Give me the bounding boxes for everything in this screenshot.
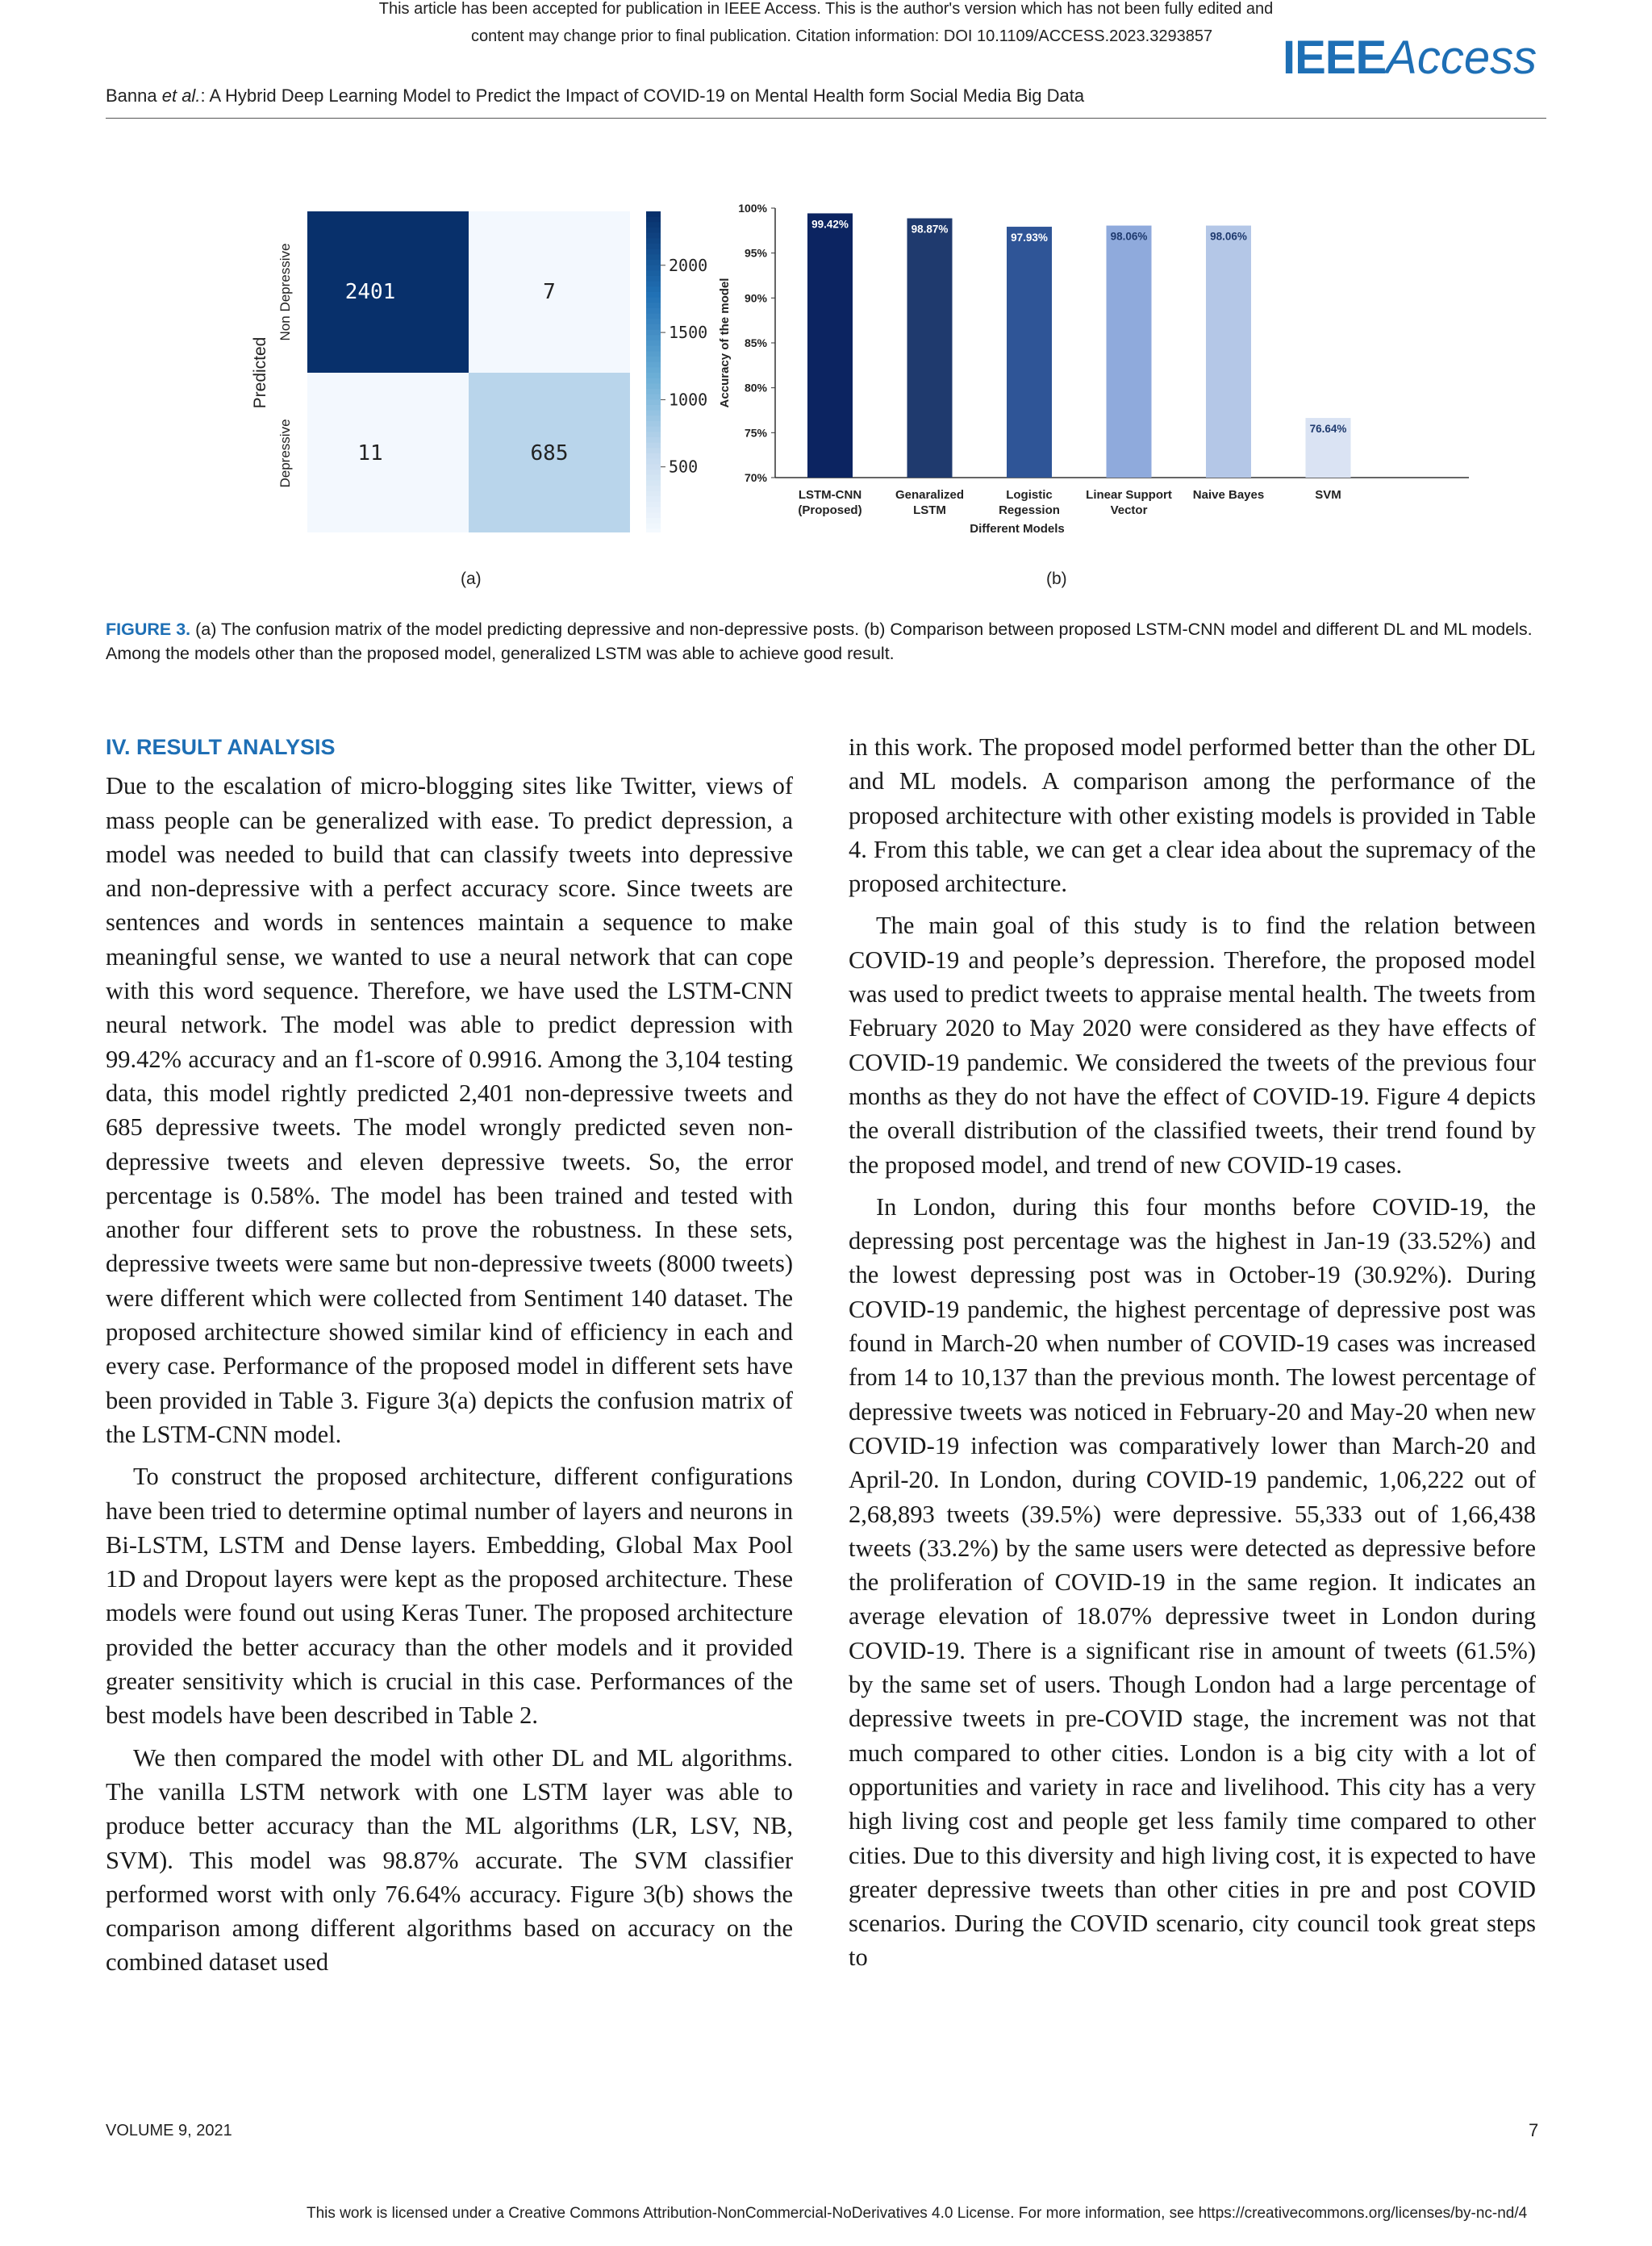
colorbar-segment <box>646 491 661 498</box>
x-axis-title: Different Models <box>970 522 1065 536</box>
matrix-cell <box>307 373 469 532</box>
footer-volume: VOLUME 9, 2021 <box>106 2122 232 2140</box>
matrix-cell-value: 2401 <box>344 280 396 304</box>
matrix-cell-value: 7 <box>543 280 556 304</box>
colorbar-segment <box>646 265 661 272</box>
logo-ieee-text: IEEE <box>1283 31 1387 84</box>
colorbar-segment <box>646 282 661 288</box>
ieee-access-logo <box>1283 31 1621 87</box>
bar <box>807 213 853 478</box>
colorbar-segment <box>646 211 661 218</box>
colorbar-segment <box>646 437 661 444</box>
colorbar-segment <box>646 448 661 454</box>
y-tick-label: 95% <box>744 246 767 260</box>
paragraph: To construct the proposed architecture, different configurations have been tried to determine optimal number of layers and neurons in Bi-LSTM, LSTM and Dense layers. Embedding, Global Max Pool 1D and Dropout layers were kept as the proposed architecture. These models were found out using Keras Tuner. The proposed architecture provided the better accuracy than the other models and it provided greater sensitivity which is crucial in this case. Performances of the best models have been described in Table 2. <box>106 1463 793 1730</box>
colorbar-segment <box>646 411 661 417</box>
y-category-label: Depressive <box>277 419 293 488</box>
bar <box>1007 227 1052 478</box>
page-number: 7 <box>1529 2120 1539 2140</box>
x-tick-label: Naive Bayes <box>1192 488 1265 502</box>
figure-caption-label: FIGURE 3. <box>106 620 191 639</box>
colorbar-segment <box>646 228 661 234</box>
colorbar-segment <box>646 276 661 282</box>
colorbar-segment <box>646 254 661 261</box>
model-accuracy-bar-chart <box>711 194 1517 549</box>
bar-data-label: 99.42% <box>811 218 849 231</box>
bar-data-label: 98.06% <box>1210 230 1247 243</box>
left-column <box>106 730 793 1988</box>
colorbar-segment <box>646 421 661 428</box>
colorbar-segment <box>646 244 661 250</box>
colorbar-segment <box>646 432 661 438</box>
colorbar-segment <box>646 443 661 449</box>
y-tick-label: 85% <box>744 336 767 349</box>
x-tick-label: (Proposed) <box>798 503 862 517</box>
colorbar-segment <box>646 233 661 240</box>
colorbar-segment <box>646 378 661 385</box>
colorbar-segment <box>646 518 661 524</box>
x-tick-label: Linear Support <box>1086 488 1172 502</box>
x-tick-label: SVM <box>1315 488 1341 502</box>
colorbar-segment <box>646 346 661 353</box>
x-tick-label: Genaralized <box>895 488 965 502</box>
bar-data-label: 76.64% <box>1309 423 1347 436</box>
bar-data-label: 98.87% <box>911 223 949 236</box>
colorbar-tick-label: 2000 <box>669 255 708 275</box>
colorbar-segment <box>646 415 661 422</box>
panel-b-label: (b) <box>1046 570 1067 588</box>
colorbar-segment <box>646 222 661 228</box>
y-tick-label: 70% <box>744 471 767 484</box>
colorbar-tick-label: 1000 <box>669 390 708 410</box>
y-tick-label: 100% <box>738 202 767 215</box>
colorbar-segment <box>646 399 661 406</box>
colorbar-segment <box>646 319 661 325</box>
colorbar-segment <box>646 470 661 476</box>
bar-data-label: 98.06% <box>1110 230 1148 243</box>
panel-a-label: (a) <box>461 570 482 588</box>
y-category-label: Non Depressive <box>277 243 293 341</box>
colorbar-segment <box>646 512 661 519</box>
colorbar-segment <box>646 217 661 223</box>
x-tick-label: LSTM <box>913 503 946 517</box>
colorbar-segment <box>646 303 661 309</box>
right-column <box>849 730 1536 1983</box>
matrix-cell-value: 685 <box>530 441 569 465</box>
colorbar-segment <box>646 453 661 460</box>
colorbar-segment <box>646 528 661 532</box>
section-heading: IV. RESULT ANALYSIS <box>106 735 336 759</box>
paragraph: Due to the escalation of micro-blogging sites like Twitter, views of mass people can be generalized with ease. To predict depression, a model was needed to build that can classify tweets into depressive and non-depressive with a perfect accuracy score. Since tweets are sentences and words in sentences maintain a sequence to make meaningful sense, we wanted to use a neural network that can cope with this word sequence. Therefore, we have used the LSTM-CNN neural network. The model was able to predict depression with 99.42% accuracy and an f1-score of 0.9916. Among the 3,104 testing data, this model rightly predicted 2,401 non-depressive tweets and 685 depressive tweets. The model wrongly predicted seven non-depressive tweets and eleven depressive tweets. So, the error percentage is 0.58%. The model has been trained and tested with another four different sets to prove the robustness. In these sets, depressive tweets were same but non-depressive tweets (8000 tweets) were different which were collected from Sentiment 140 dataset. The proposed architecture showed similar kind of efficiency in each and every case. Performance of the proposed model in different sets have been provided in Table 3. Figure 3(a) depicts the confusion matrix of the LSTM-CNN model. <box>106 772 793 1448</box>
colorbar-segment <box>646 524 661 530</box>
colorbar-segment <box>646 340 661 347</box>
colorbar-segment <box>646 292 661 298</box>
colorbar-segment <box>646 335 661 341</box>
x-tick-label: Vector <box>1110 503 1148 517</box>
colorbar-segment <box>646 395 661 401</box>
colorbar-segment <box>646 459 661 465</box>
colorbar-segment <box>646 298 661 304</box>
colorbar-segment <box>646 496 661 503</box>
colorbar-segment <box>646 427 661 433</box>
colorbar-segment <box>646 286 661 293</box>
paragraph: The main goal of this study is to find the relation between COVID-19 and people’s depression. Therefore, the proposed model was used to predict tweets to appraise mental health. The tweets from February 2020 to May 2020 were considered as they have effects of COVID-19 pandemic. We considered the tweets of the previous four months as they do not have the effect of COVID-19. Figure 4 depicts the overall distribution of the classified tweets, their trend found by the proposed model, and trend of new COVID-19 cases. <box>849 912 1536 1179</box>
figure-caption-text: (a) The confusion matrix of the model predicting depressive and non-depressive posts. (b) Comparison between proposed LSTM-CNN model and different DL and ML models. Among the models other than the proposed model, generalized LSTM was able to achieve good result. <box>106 620 1533 663</box>
colorbar-tick-label: 1500 <box>669 323 708 343</box>
matrix-cell-value: 11 <box>357 441 383 465</box>
colorbar-segment <box>646 249 661 256</box>
colorbar-segment <box>646 260 661 266</box>
acceptance-notice-line1: This article has been accepted for publication in IEEE Access. This is the author's version which has not been fully edited and <box>378 0 1274 18</box>
running-head-title: : A Hybrid Deep Learning Model to Predict the Impact of COVID-19 on Mental Health form Social Media Big Data <box>200 86 1085 106</box>
colorbar-segment <box>646 270 661 277</box>
running-head-authors: Banna <box>106 86 162 106</box>
bar <box>1107 226 1152 478</box>
colorbar-segment <box>646 480 661 486</box>
running-head <box>106 86 1084 106</box>
x-tick-label: Logistic <box>1006 488 1053 502</box>
figure-caption <box>106 617 1550 666</box>
colorbar-segment <box>646 324 661 331</box>
paragraph: In London, during this four months before COVID-19, the depressing post percentage was the highest in Jan-19 (33.52%) and the lowest depressing post was in October-19 (30.92%). During COVID-19 pandemic, the highest percentage of depressive post was found in March-20 when number of COVID-19 cases was increased from 14 to 10,137 than the previous month. The lowest percentage of depressive tweets was noticed in February-20 and May-20 when new COVID-19 infection was comparatively lower than March-20 and April-20. In London, during COVID-19 pandemic, 1,06,222 out of 2,68,893 tweets (39.5%) were depressive. 55,333 out of 1,66,438 tweets (33.2%) by the same users were detected as depressive before the proliferation of COVID-19 in the same region. It indicates an average elevation of 18.07% depressive tweet in London during COVID-19. There is a significant rise in amount of tweets (61.5%) by the same set of users. Though London had a large percentage of depressive tweets in pre-COVID stage, the increment was not that much compared to other cities. London is a big city with a lot of opportunities and variety in race and livelihood. This city has a very high living cost and people get less family time compared to other cities. Due to this diversity and high living cost, it is expected to have greater depressive tweets than other cities in pre and post COVID scenarios. During the COVID scenario, city council took great steps to <box>849 1192 1536 1972</box>
logo-access-text: Access <box>1386 31 1537 84</box>
bar <box>907 219 953 478</box>
colorbar-segment <box>646 383 661 390</box>
y-tick-label: 75% <box>744 426 767 440</box>
colorbar-segment <box>646 238 661 244</box>
running-head-etal: et al. <box>161 86 201 106</box>
figure-3 <box>106 194 1546 613</box>
header-rule <box>106 118 1546 119</box>
colorbar-segment <box>646 405 661 411</box>
colorbar-segment <box>646 475 661 482</box>
colorbar-segment <box>646 367 661 374</box>
colorbar-segment <box>646 308 661 315</box>
paragraph: in this work. The proposed model performed better than the other DL and ML models. A comparison among the performance of the proposed architecture with other existing models is provided in Table 4. From this table, we can get a clear idea about the supremacy of the proposed architecture. <box>849 733 1536 898</box>
colorbar-segment <box>646 389 661 395</box>
colorbar-segment <box>646 330 661 336</box>
colorbar-tick-label: 500 <box>669 457 699 477</box>
y-tick-label: 90% <box>744 291 767 305</box>
colorbar-segment <box>646 357 661 363</box>
colorbar-segment <box>646 464 661 470</box>
y-tick-label: 80% <box>744 381 767 395</box>
paragraph: We then compared the model with other DL and ML algorithms. The vanilla LSTM network with one LSTM layer was able to produce better accuracy than the ML algorithms (LR, LSV, NB, SVM). This model was 98.87% accurate. The SVM classifier performed worst with only 76.64% accuracy. Figure 3(b) shows the comparison among different algorithms based on accuracy on the combined dataset used <box>106 1743 793 1977</box>
y-axis-title: Predicted <box>251 336 269 409</box>
confusion-matrix-chart <box>275 194 727 532</box>
y-axis-title: Accuracy of the model <box>718 278 732 408</box>
colorbar-segment <box>646 486 661 492</box>
bar <box>1206 226 1251 478</box>
colorbar-segment <box>646 507 661 514</box>
colorbar-segment <box>646 373 661 379</box>
colorbar-segment <box>646 502 661 508</box>
license-notice: This work is licensed under a Creative Commons Attribution-NonCommercial-NoDerivatives 4.0 License. For more information, see https://creativecommons.org/licenses/by-nc-nd/4 <box>307 2205 1528 2222</box>
colorbar-segment <box>646 314 661 320</box>
colorbar-segment <box>646 362 661 369</box>
x-tick-label: Regession <box>999 503 1060 517</box>
colorbar-segment <box>646 351 661 357</box>
x-tick-label: LSTM-CNN <box>798 488 862 502</box>
bar-data-label: 97.93% <box>1011 232 1048 244</box>
acceptance-notice-line2: content may change prior to final publication. Citation information: DOI 10.1109/ACCESS.2023.3293857 <box>471 27 1213 45</box>
